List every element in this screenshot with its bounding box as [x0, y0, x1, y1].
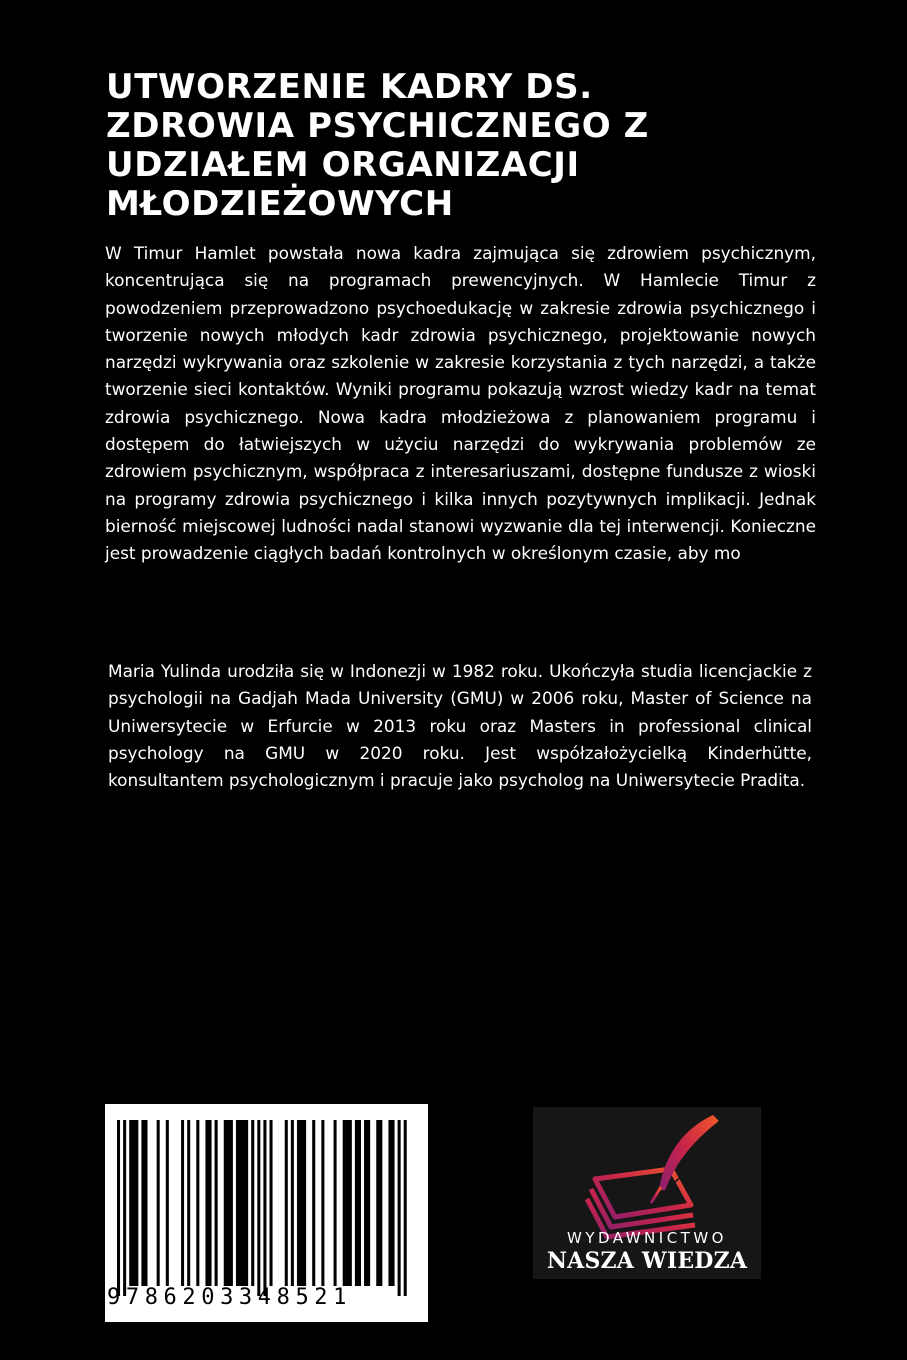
barcode-bar	[157, 1120, 160, 1286]
title-line: UTWORZENIE KADRY DS.	[106, 67, 593, 107]
barcode-bar	[285, 1120, 288, 1286]
barcode-bar	[236, 1120, 248, 1286]
barcode-bar	[334, 1120, 337, 1286]
barcode-bar	[215, 1120, 218, 1286]
barcode-bar	[398, 1120, 401, 1296]
barcode-bar	[141, 1120, 147, 1286]
author-bio: Maria Yulinda urodziła się w Indonezji w 1982 roku. Ukończyła studia licencjackie z psychologii na Gadjah Mada University (GMU) w 2006 roku, Master of Science na Uniwersytecie w Erfurcie w 2013 roku oraz Masters in professional clinical psychology na GMU w 2020 roku. Jest współzałożycielką Kinderhütte, konsultantem psychologicznym i pracuje jako psycholog na Uniwersytecie Pradita.	[108, 661, 812, 791]
title-line: UDZIAŁEM ORGANIZACJI	[106, 145, 580, 185]
barcode-bar	[187, 1120, 190, 1286]
publisher-name: NASZA WIEDZA	[546, 1248, 748, 1274]
book-title	[106, 68, 786, 224]
barcode-bar	[251, 1120, 254, 1286]
barcode-bar	[224, 1120, 233, 1286]
barcode-bar	[166, 1120, 169, 1286]
isbn-number: 9786203348521	[107, 1285, 352, 1310]
barcode-bar	[364, 1120, 370, 1286]
barcode-bar	[270, 1120, 273, 1286]
publisher-logo	[533, 1107, 761, 1279]
barcode-bar	[376, 1120, 382, 1286]
barcode-bar	[117, 1120, 120, 1296]
barcode-bar	[129, 1120, 138, 1286]
barcode-bar	[196, 1120, 199, 1286]
barcode-bar	[263, 1120, 266, 1296]
barcode-bar	[321, 1120, 324, 1286]
barcode-bar	[343, 1120, 352, 1286]
barcode-bar	[355, 1120, 361, 1286]
barcode-bar	[404, 1120, 407, 1296]
barcode-bar	[205, 1120, 211, 1286]
book-abstract: W Timur Hamlet powstała nowa kadra zajmująca się zdrowiem psychicznym, koncentrująca się na programach prewencyjnych. W Hamlecie Timur z powodzeniem przeprowadzono psychoedukację w zakresie zdrowia psychicznego i tworzenie nowych młodych kadr zdrowia psychicznego, projektowanie nowych narzędzi wykrywania oraz szkolenie w zakresie korzystania z tych narzędzi, a także tworzenie sieci kontaktów. Wyniki programu pokazują wzrost wiedzy kadr na temat zdrowia psychicznego. Nowa kadra młodzieżowa z planowaniem programu i dostępem do łatwiejszych w użyciu narzędzi do wykrywania problemów ze zdrowiem psychicznym, współpraca z interesariuszami, dostępne fundusze z wioski na programy zdrowia psychicznego i kilka innych pozytywnych implikacji. Jednak bierność miejscowej ludności nadal stanowi wyzwanie dla tej interwencji. Konieczne jest prowadzenie ciągłych badań kontrolnych w określonym czasie, aby mo	[105, 243, 816, 564]
title-line: MŁODZIEŻOWYCH	[106, 184, 454, 224]
isbn-barcode	[105, 1104, 428, 1322]
publisher-label: WYDAWNICTWO	[567, 1229, 727, 1247]
barcode-bar	[297, 1120, 306, 1286]
barcode-bar	[123, 1120, 126, 1296]
barcode-bar	[257, 1120, 260, 1296]
barcode-bar	[291, 1120, 294, 1286]
barcode-bar	[312, 1120, 315, 1286]
barcode-bar	[388, 1120, 394, 1286]
title-line: ZDROWIA PSYCHICZNEGO Z	[106, 106, 649, 146]
barcode-bar	[181, 1120, 184, 1286]
